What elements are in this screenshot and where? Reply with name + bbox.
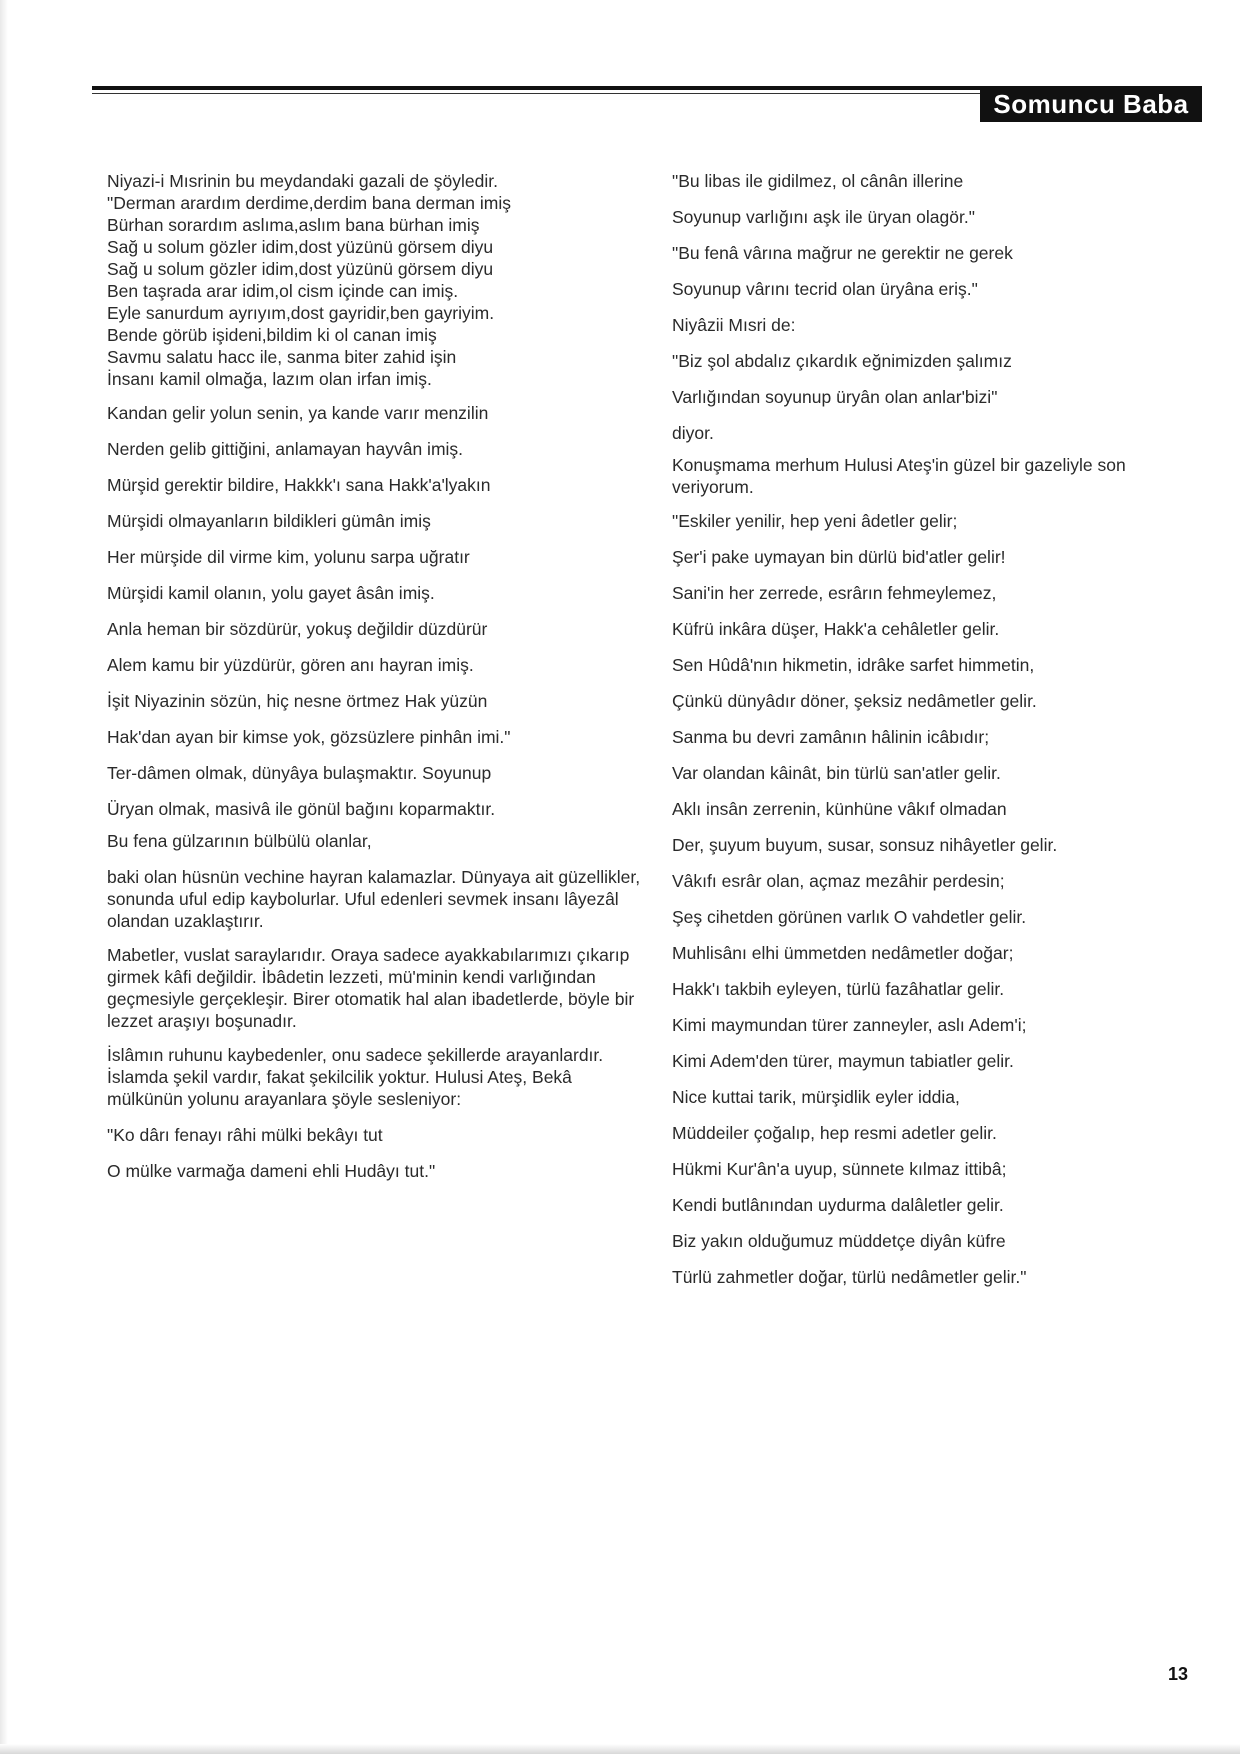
text-line: Sağ u solum gözler idim,dost yüzünü görsem diyu (107, 237, 494, 257)
text-line: Hükmi Kur'ân'a uyup, sünnete kılmaz ittibâ; (672, 1159, 1007, 1179)
text-line: Kimi Adem'den türer, maymun tabiatler gelir. (672, 1051, 1014, 1071)
header-rule-thin (92, 93, 992, 94)
text-line: Şeş cihetden görünen varlık O vahdetler gelir. (672, 907, 1027, 927)
text-line: Muhlisânı elhi ümmetden nedâmetler doğar; (672, 943, 1014, 963)
text-line: Küfrü inkâra düşer, Hakk'a cehâletler gelir. (672, 619, 1000, 639)
text-line: "Derman arardım derdime,derdim bana derman imiş (107, 193, 512, 213)
left-column (107, 170, 647, 1182)
text-line: Ben taşrada arar idim,ol cism içinde can imiş. (107, 281, 459, 301)
page-edge-bottom (0, 1744, 1240, 1754)
header-rule (92, 86, 992, 90)
text-line: Mürşidi kamil olanın, yolu gayet âsân imiş. (107, 583, 435, 603)
right-column (672, 170, 1212, 1288)
text-line: İşit Niyazinin sözün, hiç nesne örtmez Hak yüzün (107, 691, 488, 711)
text-line: Üryan olmak, masivâ ile gönül bağını koparmaktır. (107, 799, 496, 819)
text-line: "Biz şol abdalız çıkardık eğnimizden şalımız (672, 351, 1012, 371)
text-line: Nice kuttai tarik, mürşidlik eyler iddia, (672, 1087, 960, 1107)
text-line: Niyâzii Mısri de: (672, 315, 796, 335)
text-line: Eyle sanurdum ayrıyım,dost gayridir,ben gayriyim. (107, 303, 495, 323)
text-line: diyor. (672, 423, 714, 443)
text-line: Aklı insân zerrenin, künhüne vâkıf olmadan (672, 799, 1007, 819)
text-line: Mürşid gerektir bildire, Hakkk'ı sana Hakk'a'lyakın (107, 475, 491, 495)
text-line: Vâkıfı esrâr olan, açmaz mezâhir perdesin; (672, 871, 1005, 891)
text-paragraph: baki olan hüsnün vechine hayran kalamazlar. Dünyaya ait güzellikler, sonunda uful edip kaybolurlar. Uful edenleri sevmek insanı lâyezâl olandan uzaklaştırır. (107, 867, 641, 931)
text-line: Bürhan sorardım aslıma,aslım bana bürhan imiş (107, 215, 480, 235)
text-line: Kandan gelir yolun senin, ya kande varır menzilin (107, 403, 489, 423)
text-line: Savmu salatu hacc ile, sanma biter zahid işin (107, 347, 457, 367)
page-number: 13 (1168, 1664, 1189, 1684)
text-line: Niyazi-i Mısrinin bu meydandaki gazali de şöyledir. (107, 171, 499, 191)
text-line: "Bu fenâ vârına mağrur ne gerektir ne gerek (672, 243, 1013, 263)
text-line: "Ko dârı fenayı râhi mülki bekâyı tut (107, 1125, 383, 1145)
text-paragraph: Konuşmama merhum Hulusi Ateş'in güzel bir gazeliyle son veriyorum. (672, 455, 1126, 497)
text-paragraph: Mabetler, vuslat saraylarıdır. Oraya sadece ayakkabılarımızı çıkarıp girmek kâfi değildir. İbâdetin lezzeti, mü'minin kendi varlığından geçmesiyle gerçekleşir. Birer otomatik hal alan ibadetlerde, böyle bir lezzet araşıyı boşunadır. (107, 945, 635, 1031)
text-line: Biz yakın olduğumuz müddetçe diyân küfre (672, 1231, 1006, 1251)
text-line: Çünkü dünyâdır döner, şeksiz nedâmetler gelir. (672, 691, 1037, 711)
text-line: Her mürşide dil virme kim, yolunu sarpa uğratır (107, 547, 470, 567)
text-line: Sen Hûdâ'nın hikmetin, idrâke sarfet himmetin, (672, 655, 1035, 675)
text-line: Var olandan kâinât, bin türlü san'atler gelir. (672, 763, 1001, 783)
text-line: Nerden gelib gittiğini, anlamayan hayvân imiş. (107, 439, 464, 459)
text-line: Türlü zahmetler doğar, türlü nedâmetler gelir." (672, 1267, 1027, 1287)
text-line: Şer'i pake uymayan bin dürlü bid'atler gelir! (672, 547, 1006, 567)
text-line: "Bu libas ile gidilmez, ol cânân illerine (672, 171, 964, 191)
page-edge-left (0, 0, 8, 1754)
text-line: Kendi butlânından uydurma dalâletler gelir. (672, 1195, 1004, 1215)
text-line: "Eskiler yenilir, hep yeni âdetler gelir; (672, 511, 958, 531)
text-line: Sanma bu devri zamânın hâlinin icâbıdır; (672, 727, 990, 747)
text-line: Anla heman bir sözdürür, yokuş değildir düzdürür (107, 619, 488, 639)
text-line: Müddeiler çoğalıp, hep resmi adetler gelir. (672, 1123, 997, 1143)
text-line: Bende görüb işideni,bildim ki ol canan imiş (107, 325, 437, 345)
text-line: O mülke varmağa dameni ehli Hudâyı tut." (107, 1161, 436, 1181)
text-line: Bu fena gülzarının bülbülü olanlar, (107, 831, 372, 851)
text-line: Sani'in her zerrede, esrârın fehmeylemez, (672, 583, 997, 603)
text-line: Kimi maymundan türer zanneyler, aslı Adem'i; (672, 1015, 1027, 1035)
text-line: Varlığından soyunup üryân olan anlar'bizi" (672, 387, 998, 407)
magazine-brand: Somuncu Baba (980, 86, 1202, 122)
text-line: Alem kamu bir yüzdürür, gören anı hayran imiş. (107, 655, 474, 675)
text-line: İnsanı kamil olmağa, lazım olan irfan imiş. (107, 369, 432, 389)
text-line: Soyunup vârını tecrid olan üryâna eriş." (672, 279, 978, 299)
text-line: Soyunup varlığını aşk ile üryan olagör." (672, 207, 975, 227)
text-paragraph: İslâmın ruhunu kaybedenler, onu sadece şekillerde arayanlardır. İslamda şekil vardır, fakat şekilcilik yoktur. Hulusi Ateş, Bekâ mülkünün yolunu arayanlara şöyle sesleniyor: (107, 1045, 604, 1109)
text-line: Hakk'ı takbih eyleyen, türlü fazâhatlar gelir. (672, 979, 1005, 999)
text-line: Ter-dâmen olmak, dünyâya bulaşmaktır. Soyunup (107, 763, 492, 783)
text-line: Mürşidi olmayanların bildikleri gümân imiş (107, 511, 431, 531)
text-line: Der, şuyum buyum, susar, sonsuz nihâyetler gelir. (672, 835, 1058, 855)
text-line: Hak'dan ayan bir kimse yok, gözsüzlere pinhân imi." (107, 727, 511, 747)
text-line: Sağ u solum gözler idim,dost yüzünü görsem diyu (107, 259, 494, 279)
